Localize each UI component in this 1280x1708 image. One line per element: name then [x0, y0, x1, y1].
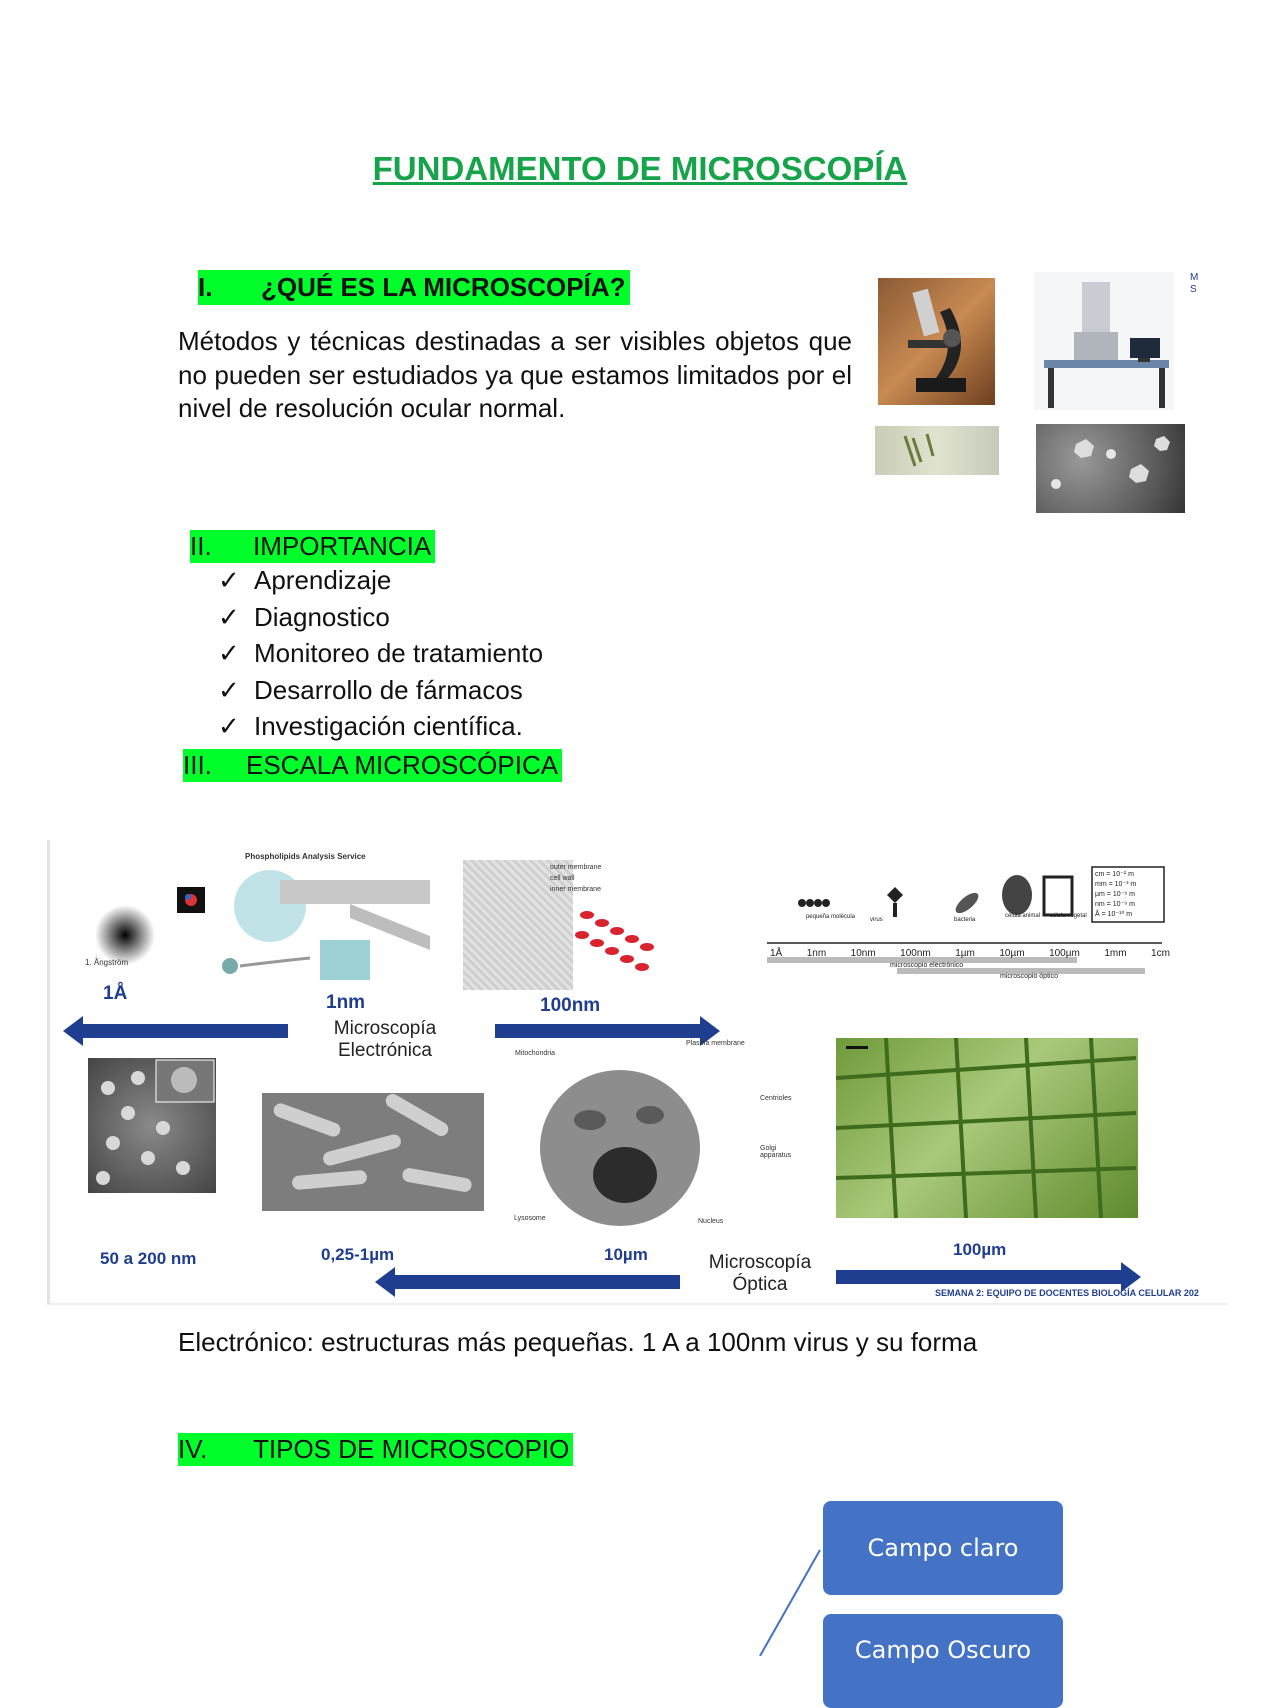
section-heading-3	[183, 749, 562, 782]
list-item: ✓ Desarrollo de fármacos	[218, 672, 543, 709]
scale-label-100nm: 100nm	[540, 995, 601, 1016]
list-item: ✓ Investigación científica.	[218, 708, 543, 745]
list-item: ✓ Diagnostico	[218, 599, 543, 636]
check-icon: ✓	[218, 638, 240, 668]
arrow-left-icon	[63, 1014, 288, 1048]
units-box: cm = 10⁻² m mm = 10⁻³ m µm = 10⁻⁶ m nm = 10⁻⁹ m Å = 10⁻¹⁰ m	[1095, 871, 1137, 918]
list-item: ✓ Aprendizaje	[218, 562, 543, 599]
scale-bar-optical: microscopio óptico	[1000, 973, 1058, 980]
scale-bar-electron: microscopio electrónico	[890, 962, 964, 969]
section-number: I.	[198, 272, 213, 302]
check-icon: ✓	[218, 674, 240, 705]
scale-item-virus: virus	[870, 917, 883, 923]
scale-item-animal-cell: célula animal	[1005, 913, 1041, 919]
page-title: FUNDAMENTO DE MICROSCOPÍA	[372, 150, 908, 187]
section-title: ¿QUÉ ES LA MICROSCOPÍA?	[261, 272, 626, 302]
section-number: IV.	[178, 1434, 208, 1464]
animal-cell-tem-image	[530, 1060, 705, 1230]
label-microscopia-optica: Microscopía Óptica	[708, 1252, 812, 1295]
scale-label-100um: 100µm	[953, 1240, 1007, 1259]
light-microscope-image	[878, 278, 995, 405]
membrane-labels: outer membrane cell wall inner membrane	[550, 864, 602, 893]
scale-label-025-1um: 0,25-1µm	[321, 1245, 395, 1264]
scale-label-50-200nm: 50 a 200 nm	[100, 1249, 197, 1268]
angstrom-caption: 1. Ångström	[85, 958, 129, 967]
section-number: II.	[190, 531, 212, 561]
flow-box-campo-oscuro: Campo Oscuro	[823, 1614, 1063, 1708]
check-icon: ✓	[218, 711, 240, 741]
list-item: ✓ Monitoreo de tratamiento	[218, 635, 543, 672]
section-heading-1	[198, 270, 630, 305]
cropped-label: M S	[1190, 272, 1199, 295]
arrow-left-icon	[375, 1265, 680, 1299]
phospholipid-image	[200, 866, 440, 984]
virus-sem-image	[88, 1058, 216, 1193]
section-title: ESCALA MICROSCÓPICA	[246, 750, 559, 780]
microscopic-scale-figure	[47, 840, 1228, 1305]
scale-label-1a: 1Å	[103, 983, 128, 1004]
scale-label-10um: 10µm	[604, 1245, 648, 1264]
virus-micrograph-image	[1036, 424, 1185, 513]
flow-box-campo-claro: Campo claro	[823, 1501, 1063, 1595]
cell-label-plasma-membrane: Plasma membrane	[686, 1040, 745, 1047]
scale-item-molecule: pequeña molécula	[805, 914, 856, 920]
cell-label-golgi: Golgi apparatus	[760, 1145, 792, 1159]
check-icon: ✓	[218, 565, 240, 595]
cell-label-centrioles: Centrioles	[760, 1095, 792, 1102]
importance-list	[218, 562, 543, 745]
section-number: III.	[183, 750, 212, 780]
algae-micrograph-image	[875, 426, 999, 475]
electron-note: Electrónico: estructuras más pequeñas. 1 A a 100nm virus y su forma	[178, 1327, 978, 1357]
scale-item-plant-cell: célula vegetal	[1050, 913, 1087, 919]
cell-label-lysosome: Lysosome	[514, 1215, 546, 1222]
cell-label-mitochondria: Mitochondria	[515, 1050, 556, 1057]
section-title: IMPORTANCIA	[253, 531, 432, 561]
scale-item-bacteria: bacteria	[954, 917, 976, 923]
section-heading-4	[178, 1433, 573, 1466]
check-icon: ✓	[218, 601, 240, 632]
scale-ticks: 1Å 1nm 10nm 100nm 1µm 10µm 100µm 1mm 1cm	[770, 948, 1170, 959]
lipid-bilayer-image	[572, 895, 672, 985]
bacteria-sem-image	[262, 1093, 484, 1211]
phospholipid-title: Phospholipids Analysis Service	[245, 852, 366, 861]
definition-paragraph: Métodos y técnicas destinadas a ser visibles objetos que no pueden ser estudiados ya que estamos limitados por el nivel de resolución ocular normal.	[178, 326, 852, 423]
label-microscopia-electronica: Microscopía Electrónica	[333, 1018, 437, 1061]
cell-label-nucleus: Nucleus	[698, 1218, 724, 1225]
electron-microscope-image	[1034, 272, 1174, 410]
section-title: TIPOS DE MICROSCOPIO	[253, 1434, 570, 1464]
plant-cell-micrograph-image	[836, 1038, 1138, 1218]
section-heading-2	[190, 530, 435, 563]
figure-footer: SEMANA 2: EQUIPO DE DOCENTES BIOLOGÍA CELULAR 202	[935, 1288, 1199, 1298]
scale-label-1nm: 1nm	[326, 992, 366, 1013]
